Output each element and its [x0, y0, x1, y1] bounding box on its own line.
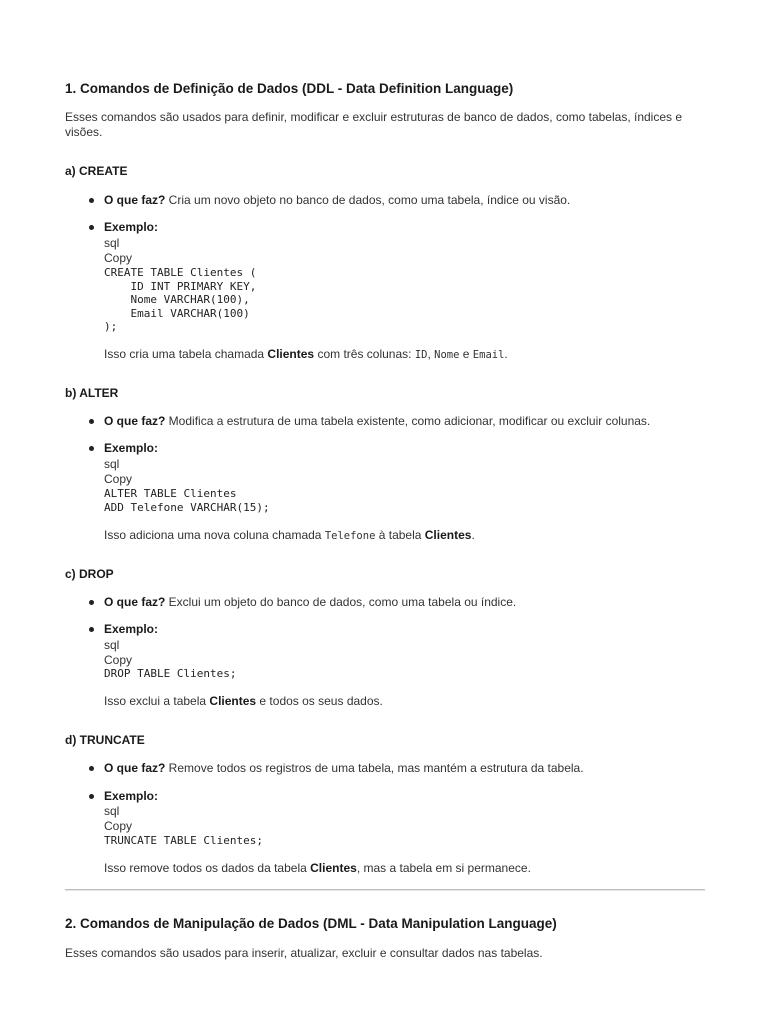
bullet-icon	[89, 225, 94, 230]
code-block: CREATE TABLE Clientes ( ID INT PRIMARY KEY, Nome VARCHAR(100), Email VARCHAR(100) );	[104, 266, 257, 334]
section-2-title: 2. Comandos de Manipulação de Dados (DML - Data Manipulation Language)	[65, 916, 557, 931]
drop-note: Isso exclui a tabela Clientes e todos os seus dados.	[104, 694, 383, 708]
create-example-item	[104, 220, 158, 235]
bullet-icon	[89, 600, 94, 605]
truncate-example-item: Exemplo:	[104, 789, 159, 803]
bullet-icon	[89, 627, 94, 632]
code-block: ALTER TABLE Clientes ADD Telefone VARCHAR(15);	[104, 487, 270, 514]
truncate-note: Isso remove todos os dados da tabela Clientes, mas a tabela em si permanece.	[104, 861, 531, 875]
code-language-label: sql	[104, 638, 120, 652]
alter-what-item: O que faz? Modifica a estrutura de uma tabela existente, como adicionar, modificar ou excluir colunas.	[104, 414, 651, 428]
drop-heading: c) DROP	[65, 567, 114, 581]
horizontal-divider	[65, 889, 705, 891]
create-heading: a) CREATE	[65, 164, 128, 178]
code-block: TRUNCATE TABLE Clientes;	[104, 834, 263, 847]
section-1-intro: Esses comandos são usados para definir, modificar e excluir estruturas de banco de dados, como tabelas, índices e visões.	[65, 110, 683, 139]
section-2-intro: Esses comandos são usados para inserir, atualizar, excluir e consultar dados nas tabelas.	[65, 946, 543, 960]
what-text: Cria um novo objeto no banco de dados, como uma tabela, índice ou visão.	[165, 193, 571, 207]
copy-button[interactable]: Copy	[104, 819, 133, 833]
copy-button[interactable]: Copy	[104, 472, 133, 486]
alter-note: Isso adiciona uma nova coluna chamada Telefone à tabela Clientes.	[104, 528, 475, 542]
drop-what-item: O que faz? Exclui um objeto do banco de dados, como uma tabela ou índice.	[104, 595, 517, 609]
alter-heading: b) ALTER	[65, 386, 119, 400]
create-note: Isso cria uma tabela chamada Clientes com três colunas: ID, Nome e Email.	[104, 347, 508, 361]
copy-button[interactable]: Copy	[104, 653, 133, 667]
section-1-title: 1. Comandos de Definição de Dados (DDL - Data Definition Language)	[65, 81, 514, 96]
what-label: O que faz?	[104, 193, 166, 207]
truncate-heading: d) TRUNCATE	[65, 733, 145, 747]
truncate-what-item: O que faz? Remove todos os registros de uma tabela, mas mantém a estrutura da tabela.	[104, 761, 584, 775]
code-language-label: sql	[104, 457, 120, 471]
drop-example-item: Exemplo:	[104, 622, 159, 636]
example-label: Exemplo:	[104, 220, 159, 234]
code-language-label: sql	[104, 236, 120, 250]
alter-example-item: Exemplo:	[104, 441, 159, 455]
code-block: DROP TABLE Clientes;	[104, 667, 237, 680]
copy-button[interactable]: Copy	[104, 251, 133, 265]
bullet-icon	[89, 446, 94, 451]
code-language-label: sql	[104, 804, 120, 818]
bullet-icon	[89, 766, 94, 771]
bullet-icon	[89, 794, 94, 799]
create-what-item	[104, 193, 570, 208]
bullet-icon	[89, 198, 94, 203]
bullet-icon	[89, 419, 94, 424]
